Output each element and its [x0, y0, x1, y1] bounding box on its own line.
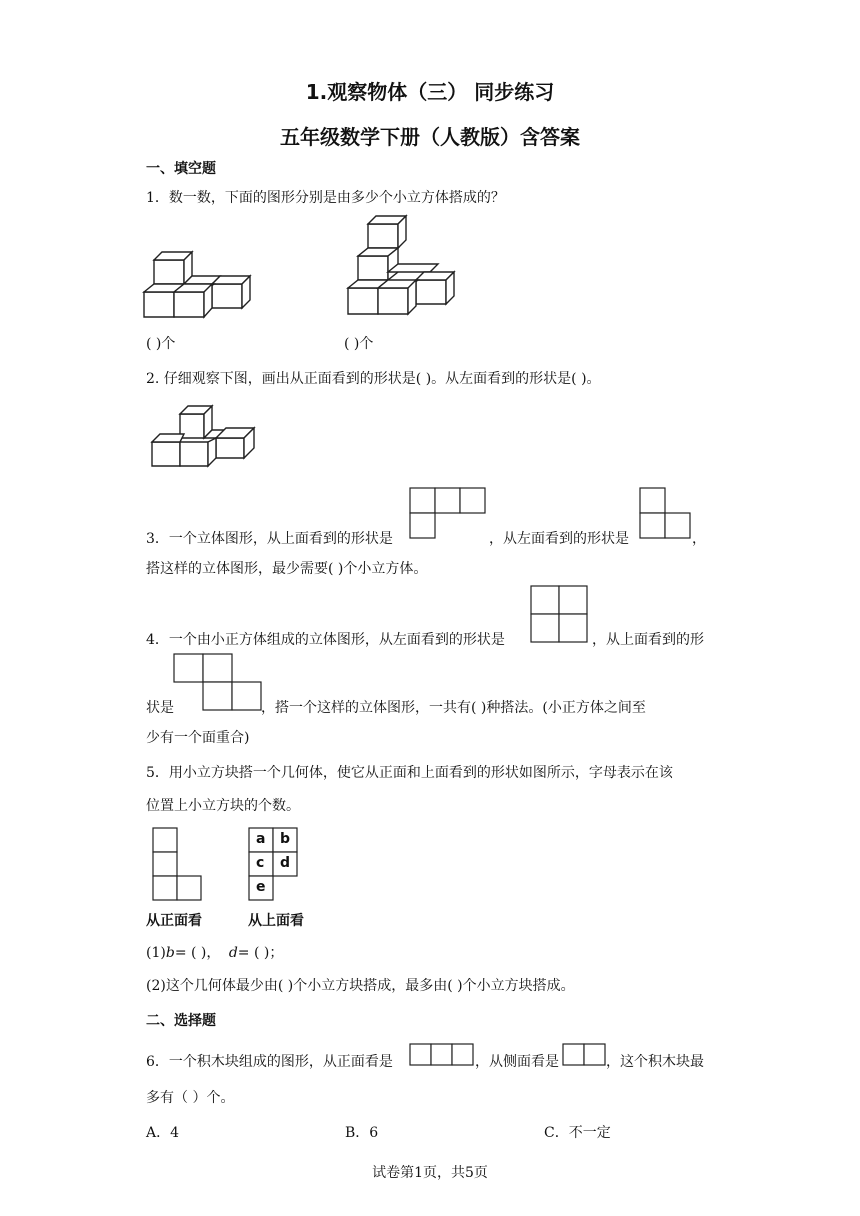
q5-label-top-view: 从上面看 [248, 913, 304, 929]
q5-top-view-grid [248, 827, 300, 903]
question-6-text-a: 6．一个积木块组成的图形，从正面看是 [146, 1054, 393, 1070]
q5-letter-c: c [256, 855, 265, 871]
q5-label-front-view: 从正面看 [146, 913, 202, 929]
section-heading-fill-in: 一、填空题 [146, 161, 216, 177]
section-heading-multiple-choice: 二、选择题 [146, 1013, 216, 1029]
q6-front-view-grid [409, 1043, 475, 1067]
question-6-line-2: 多有（ ）个。 [146, 1090, 235, 1106]
q5-sub-question-2: (2)这个几何体最少由( )个小立方块搭成，最多由( )个小立方块搭成。 [146, 978, 575, 994]
q1-answer-blank-a[interactable]: ( )个 [146, 336, 176, 352]
page-title: 1.观察物体（三） 同步练习 [305, 80, 555, 104]
question-3-text-c: ， [692, 531, 706, 547]
q4-left-view-grid [530, 585, 590, 645]
page-subtitle: 五年级数学下册（人教版）含答案 [280, 125, 580, 149]
question-3-text-a: 3．一个立体图形，从上面看到的形状是 [146, 531, 393, 547]
q5-sub1-number: (1) [146, 945, 166, 961]
q5-front-view-grid [152, 827, 204, 903]
question-4-text-a: 4．一个由小正方体组成的立体图形，从左面看到的形状是 [146, 632, 505, 648]
question-3-text-b: ，从左面看到的形状是 [489, 531, 629, 547]
q4-top-view-grid [173, 653, 263, 711]
q1-answer-blank-b[interactable]: ( )个 [344, 336, 374, 352]
q5-var-d: d [228, 945, 238, 961]
q5-letter-d: d [280, 855, 291, 871]
question-3-line-2: 搭这样的立体图形，最少需要( )个小立方体。 [146, 561, 428, 577]
q1-cube-figure-a [144, 243, 264, 323]
question-4-text-b: ，从上面看到的形 [592, 632, 704, 648]
q1-cube-figure-b [346, 210, 466, 322]
q5-answer-blank-b[interactable]: = ( )， [174, 945, 221, 961]
question-5-line-2: 位置上小立方块的个数。 [146, 798, 300, 814]
question-4-line-3: 少有一个面重合) [146, 730, 250, 746]
question-4-line-2-a: 状是 [146, 700, 174, 716]
q5-letter-e: e [256, 879, 266, 895]
q5-sub-question-1 [146, 942, 283, 962]
q6-side-view-grid [562, 1043, 608, 1067]
q3-left-view-grid [639, 487, 695, 539]
page-footer: 试卷第1页，共5页 [372, 1165, 488, 1181]
q5-letter-b: b [280, 831, 291, 847]
q5-var-b: b [165, 945, 175, 961]
q2-cube-figure [150, 402, 260, 468]
question-6-text-b: ，从侧面看是 [475, 1054, 559, 1070]
q6-option-b[interactable]: B．6 [345, 1125, 379, 1141]
q5-letter-a: a [256, 831, 266, 847]
question-2-text: 2. 仔细观察下图，画出从正面看到的形状是( )。从左面看到的形状是( )。 [146, 371, 601, 387]
question-5-line-1: 5．用小立方块搭一个几何体，使它从正面和上面看到的形状如图所示，字母表示在该 [146, 765, 673, 781]
q3-top-view-grid [409, 487, 489, 539]
question-4-line-2-b: ，搭一个这样的立体图形，一共有( )种搭法。(小正方体之间至 [261, 700, 646, 716]
question-1-text: 1．数一数，下面的图形分别是由多少个小立方体搭成的？ [146, 190, 505, 206]
question-6-text-c: ，这个积木块最 [606, 1054, 704, 1070]
q6-option-c[interactable]: C．不一定 [544, 1125, 611, 1141]
q5-answer-blank-d[interactable]: = ( )； [237, 945, 284, 961]
q6-option-a[interactable]: A．4 [146, 1125, 180, 1141]
